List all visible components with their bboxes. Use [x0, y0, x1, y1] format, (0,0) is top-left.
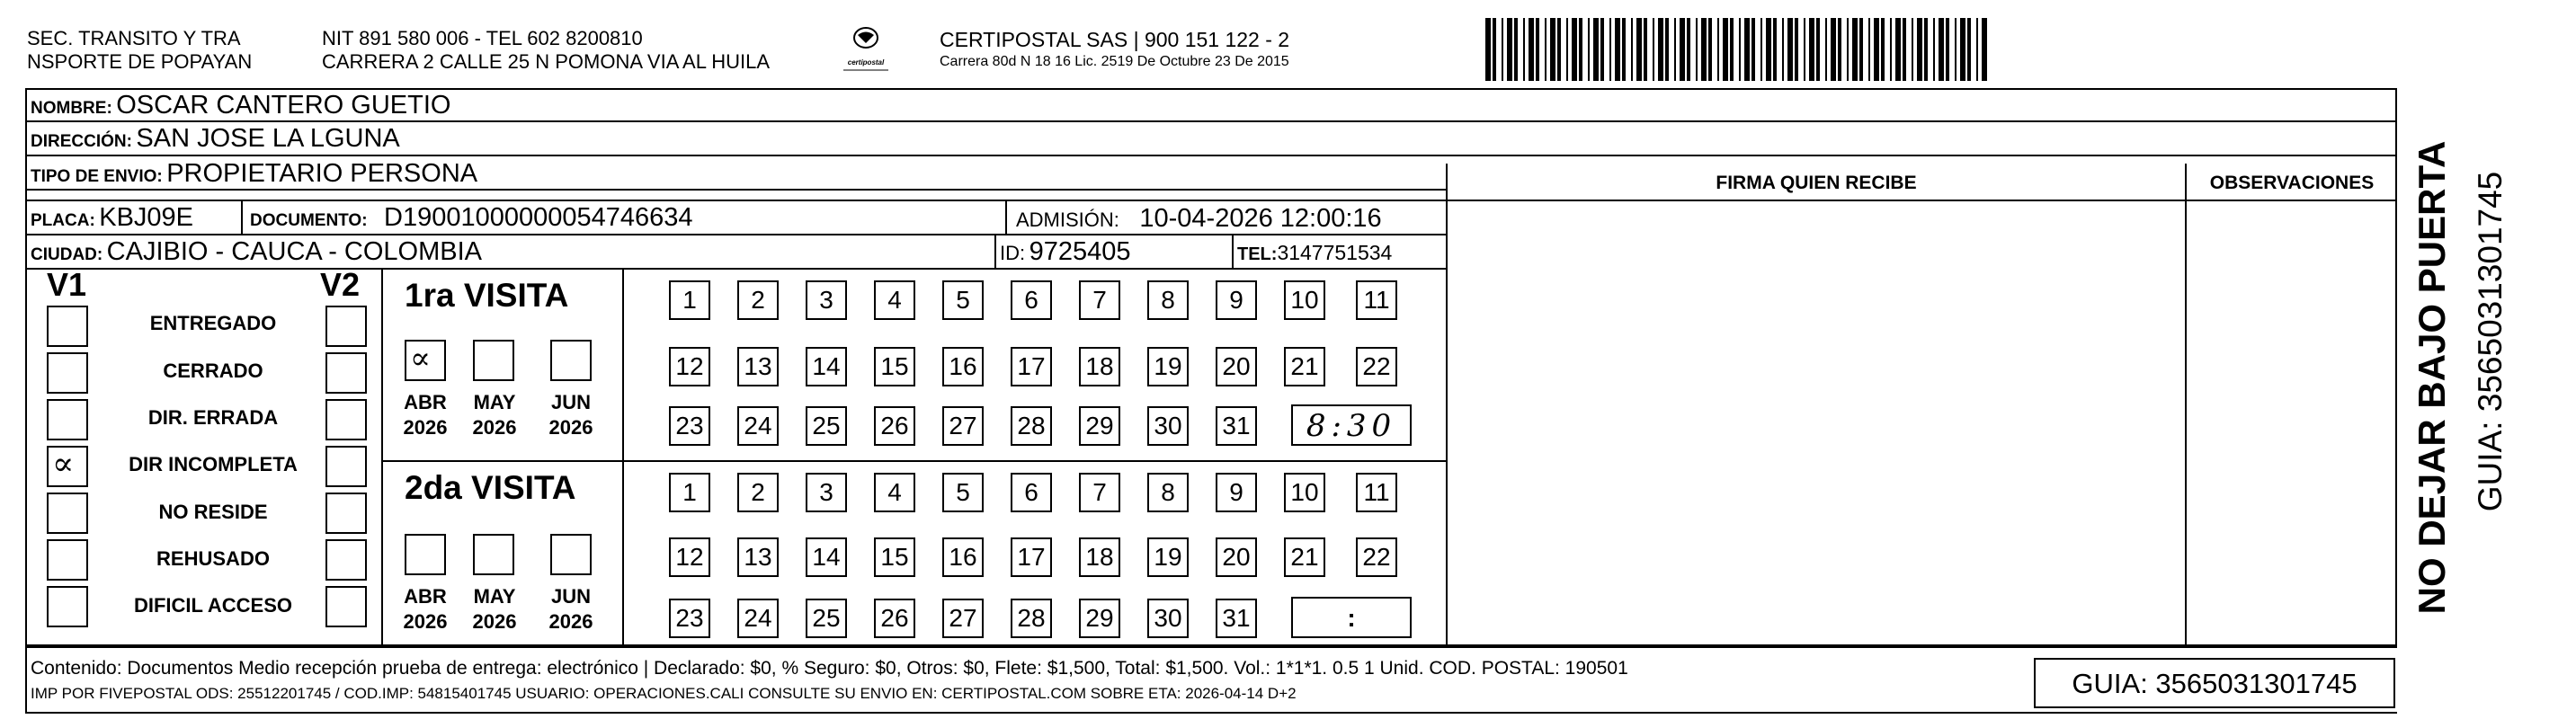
v2-dir-incompleta-checkbox[interactable]: [325, 446, 367, 487]
first-visit-day-14[interactable]: 14: [806, 347, 847, 386]
direccion-label: DIRECCIÓN:: [31, 132, 132, 151]
first-visit-may-checkbox[interactable]: [473, 340, 514, 381]
second-visit-day-20[interactable]: 20: [1216, 537, 1257, 577]
first-visit-day-23[interactable]: 23: [669, 406, 710, 446]
tipo-label: TIPO DE ENVIO:: [31, 167, 163, 186]
side-warning: [2401, 117, 2464, 638]
tipo-row: [31, 158, 477, 189]
second-visit-day-15[interactable]: 15: [874, 537, 915, 577]
first-visit-day-10[interactable]: 10: [1284, 280, 1325, 320]
id-label: ID:: [1000, 242, 1026, 264]
first-visit-day-12[interactable]: 12: [669, 347, 710, 386]
second-visit-may-label: MAY 2026: [472, 585, 517, 633]
second-visit-day-14[interactable]: 14: [806, 537, 847, 577]
first-visit-day-27[interactable]: 27: [942, 406, 984, 446]
second-visit-day-31[interactable]: 31: [1216, 599, 1257, 638]
second-visit-time-box[interactable]: [1291, 597, 1412, 638]
ciudad-label: CIUDAD:: [31, 245, 103, 264]
second-visit-abr-label: ABR 2026: [403, 585, 448, 633]
placa-value: KBJ09E: [99, 203, 194, 232]
second-visit-may-checkbox[interactable]: [473, 534, 514, 575]
id-cell: [1000, 235, 1130, 268]
second-visit-day-5[interactable]: 5: [942, 473, 984, 512]
second-visit-day-3[interactable]: 3: [806, 473, 847, 512]
first-visit-may-label: MAY 2026: [472, 391, 517, 439]
first-visit-day-19[interactable]: 19: [1147, 347, 1189, 386]
address-line: CARRERA 2 CALLE 25 N POMONA VIA AL HUILA: [322, 50, 771, 73]
first-visit-day-31[interactable]: 31: [1216, 406, 1257, 446]
second-visit-jun-label: JUN 2026: [548, 585, 593, 633]
first-visit-day-29[interactable]: 29: [1079, 406, 1120, 446]
first-visit-day-21[interactable]: 21: [1284, 347, 1325, 386]
documento-cell: [250, 201, 693, 234]
sender-contact: [322, 27, 770, 74]
second-visit-day-17[interactable]: 17: [1011, 537, 1052, 577]
second-visit-day-18[interactable]: 18: [1079, 537, 1120, 577]
first-visit-day-8[interactable]: 8: [1147, 280, 1189, 320]
sender-name: [27, 27, 252, 74]
firma-header: FIRMA QUIEN RECIBE: [1716, 173, 1917, 193]
second-visit-day-16[interactable]: 16: [942, 537, 984, 577]
first-visit-day-30[interactable]: 30: [1147, 406, 1189, 446]
first-visit-day-9[interactable]: 9: [1216, 280, 1257, 320]
v1-header: V1: [47, 266, 87, 303]
second-visit-day-23[interactable]: 23: [669, 599, 710, 638]
first-visit-day-17[interactable]: 17: [1011, 347, 1052, 386]
side-guia-text: GUIA: 3565031301745: [2472, 171, 2509, 512]
first-visit-day-15[interactable]: 15: [874, 347, 915, 386]
documento-value: D19001000000054746634: [384, 203, 693, 232]
abr-checkmark: ∝: [410, 341, 432, 377]
second-visit-day-10[interactable]: 10: [1284, 473, 1325, 512]
second-visit-day-29[interactable]: 29: [1079, 599, 1120, 638]
ciudad-cell: [31, 235, 482, 268]
v1-entregado-checkbox[interactable]: [47, 306, 88, 347]
tel-value: 3147751534: [1277, 241, 1393, 264]
carrier-line-2: Carrera 80d N 18 16 Lic. 2519 De Octubre 23 De 2015: [940, 54, 1289, 69]
first-visit-abr-label: ABR 2026: [403, 391, 448, 439]
v2-cerrado-checkbox[interactable]: [325, 352, 367, 394]
second-visit-day-19[interactable]: 19: [1147, 537, 1189, 577]
first-visit-time: 8:30: [1306, 408, 1397, 444]
second-visit-title: 2da VISITA: [405, 469, 576, 506]
placa-label: PLACA:: [31, 211, 95, 230]
v1-no-reside-checkbox[interactable]: [47, 493, 88, 534]
status-cerrado: CERRADO: [163, 360, 263, 382]
direccion-value: SAN JOSE LA LGUNA: [136, 124, 400, 153]
status-dificil-acceso: DIFICIL ACCESO: [133, 594, 292, 617]
status-dir-incompleta: DIR INCOMPLETA: [129, 453, 298, 475]
second-visit-day-4[interactable]: 4: [874, 473, 915, 512]
v1-cerrado-checkbox[interactable]: [47, 352, 88, 394]
tel-cell: [1237, 235, 1392, 268]
nombre-value: OSCAR CANTERO GUETIO: [116, 91, 451, 120]
second-visit-day-7[interactable]: 7: [1079, 473, 1120, 512]
sender-line-2: NSPORTE DE POPAYAN: [27, 50, 253, 73]
second-visit-day-8[interactable]: 8: [1147, 473, 1189, 512]
side-guia: [2464, 117, 2518, 566]
second-visit-day-28[interactable]: 28: [1011, 599, 1052, 638]
direccion-row: [31, 123, 400, 154]
first-visit-day-22[interactable]: 22: [1356, 347, 1397, 386]
first-visit-day-25[interactable]: 25: [806, 406, 847, 446]
first-visit-day-6[interactable]: 6: [1011, 280, 1052, 320]
id-value: 9725405: [1029, 237, 1131, 266]
observaciones-header: OBSERVACIONES: [2209, 173, 2375, 193]
second-visit-day-9[interactable]: 9: [1216, 473, 1257, 512]
barcode: [1485, 18, 1989, 81]
admision-cell: [1016, 201, 1382, 234]
v2-dir-errada-checkbox[interactable]: [325, 399, 367, 440]
footer-line-2: IMP POR FIVEPOSTAL ODS: 25512201745 / COD.IMP: 54815401745 USUARIO: OPERACIONES.CALI CONSULTE SU ENVIO EN: CERTIPOSTAL.COM SOBRE ETA: 2026-04-14 D+2: [31, 685, 1297, 702]
v2-entregado-checkbox[interactable]: [325, 306, 367, 347]
carrier-info: [940, 27, 1289, 72]
second-visit-day-24[interactable]: 24: [737, 599, 779, 638]
second-visit-day-13[interactable]: 13: [737, 537, 779, 577]
admision-label: ADMISIÓN:: [1016, 209, 1119, 231]
first-visit-day-20[interactable]: 20: [1216, 347, 1257, 386]
footer-line-1: Contenido: Documentos Medio recepción prueba de entrega: electrónico | Declarado: $0, % Seguro: $0, Otros: $0, Flete: $1,500, Total: $1,500. Vol.: 1*1*1. 0.5 1 Unid. COD. POSTAL: 190501: [31, 658, 1628, 679]
second-visit-day-12[interactable]: 12: [669, 537, 710, 577]
second-visit-day-11[interactable]: 11: [1356, 473, 1397, 512]
v2-header: V2: [320, 266, 361, 303]
nit-line: NIT 891 580 006 - TEL 602 8200810: [322, 27, 643, 49]
first-visit-day-11[interactable]: 11: [1356, 280, 1397, 320]
footer-guia-box: [2034, 658, 2395, 708]
second-visit-day-25[interactable]: 25: [806, 599, 847, 638]
second-visit-jun-checkbox[interactable]: [550, 534, 592, 575]
v2-rehusado-checkbox[interactable]: [325, 539, 367, 581]
v1-rehusado-checkbox[interactable]: [47, 539, 88, 581]
placa-cell: [31, 201, 193, 234]
first-visit-day-13[interactable]: 13: [737, 347, 779, 386]
v1-dir-incompleta-checkbox[interactable]: [47, 446, 88, 487]
first-visit-day-3[interactable]: 3: [806, 280, 847, 320]
first-visit-day-24[interactable]: 24: [737, 406, 779, 446]
v2-dificil-acceso-checkbox[interactable]: [325, 586, 367, 627]
first-visit-time-box[interactable]: [1291, 404, 1412, 446]
carrier-line-1: CERTIPOSTAL SAS | 900 151 122 - 2: [940, 28, 1290, 51]
second-visit-day-27[interactable]: 27: [942, 599, 984, 638]
status-rehusado: REHUSADO: [156, 547, 270, 570]
first-visit-title: 1ra VISITA: [405, 277, 569, 314]
v1-dir-errada-checkbox[interactable]: [47, 399, 88, 440]
first-visit-day-26[interactable]: 26: [874, 406, 915, 446]
second-visit-day-26[interactable]: 26: [874, 599, 915, 638]
status-no-reside: NO RESIDE: [158, 501, 268, 523]
second-visit-day-2[interactable]: 2: [737, 473, 779, 512]
first-visit-day-1[interactable]: 1: [669, 280, 710, 320]
first-visit-day-4[interactable]: 4: [874, 280, 915, 320]
second-visit-day-21[interactable]: 21: [1284, 537, 1325, 577]
v2-no-reside-checkbox[interactable]: [325, 493, 367, 534]
ciudad-value: CAJIBIO - CAUCA - COLOMBIA: [106, 237, 483, 266]
first-visit-day-18[interactable]: 18: [1079, 347, 1120, 386]
first-visit-abr-checkbox[interactable]: [405, 340, 446, 381]
second-visit-day-6[interactable]: 6: [1011, 473, 1052, 512]
footer-guia-text: GUIA: 3565031301745: [2072, 668, 2358, 699]
second-visit-time: :: [1347, 604, 1356, 632]
first-visit-day-28[interactable]: 28: [1011, 406, 1052, 446]
sender-line-1: SEC. TRANSITO Y TRA: [27, 27, 241, 49]
first-visit-day-7[interactable]: 7: [1079, 280, 1120, 320]
first-visit-day-16[interactable]: 16: [942, 347, 984, 386]
no-dejar-bajo-puerta: NO DEJAR BAJO PUERTA: [2411, 140, 2453, 615]
tipo-value: PROPIETARIO PERSONA: [166, 159, 478, 188]
admision-value: 10-04-2026 12:00:16: [1139, 204, 1382, 233]
first-visit-day-5[interactable]: 5: [942, 280, 984, 320]
status-dir-errada: DIR. ERRADA: [147, 406, 279, 429]
first-visit-jun-checkbox[interactable]: [550, 340, 592, 381]
nombre-row: [31, 90, 450, 120]
first-visit-day-2[interactable]: 2: [737, 280, 779, 320]
second-visit-abr-checkbox[interactable]: [405, 534, 446, 575]
svg-text:certipostal: certipostal: [847, 58, 885, 67]
documento-label: DOCUMENTO:: [250, 211, 368, 230]
v1-checkmark: ∝: [52, 446, 75, 483]
first-visit-jun-label: JUN 2026: [548, 391, 593, 439]
second-visit-day-1[interactable]: 1: [669, 473, 710, 512]
second-visit-day-30[interactable]: 30: [1147, 599, 1189, 638]
certipostal-logo: [834, 25, 897, 74]
tel-label: TEL:: [1237, 244, 1278, 264]
status-entregado: ENTREGADO: [149, 312, 277, 334]
v1-dificil-acceso-checkbox[interactable]: [47, 586, 88, 627]
second-visit-day-22[interactable]: 22: [1356, 537, 1397, 577]
nombre-label: NOMBRE:: [31, 99, 112, 118]
